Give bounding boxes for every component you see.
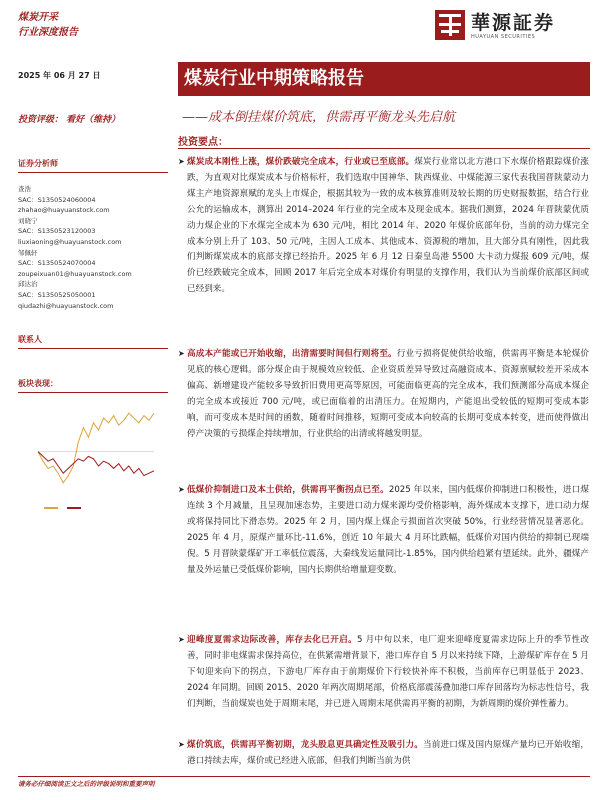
key-point-paragraph xyxy=(187,633,589,713)
divider xyxy=(18,776,590,777)
analyst-name: 刘晓宁 xyxy=(18,216,38,225)
bullet-arrow-icon: ➤ xyxy=(178,157,185,166)
analyst-email[interactable]: zoupeixuan01@huayuanstock.com xyxy=(18,269,132,278)
paragraph-lead: 低煤价抑制进口及本土供给，供需再平衡拐点已至。 xyxy=(187,485,389,495)
divider xyxy=(18,348,168,349)
paragraph-lead: 煤价筑底，供需再平衡初期，龙头股息更具确定性及吸引力。 xyxy=(187,740,424,750)
analyst-email[interactable]: zhahao@huayuanstock.com xyxy=(18,206,110,215)
series-line-0 xyxy=(38,413,154,483)
category-type: 行业深度报告 xyxy=(18,27,78,38)
divider xyxy=(18,392,168,393)
seal-icon xyxy=(435,10,465,40)
paragraph-body: 行业亏损将促使供给收缩，供需再平衡是本轮煤价见底的核心逻辑。部分煤企由于规模效应较低、企业资质差异导致过高融资成本、资源禀赋较差开采成本偏高、新增建设产能较多导致折旧费用更高等原因，可能面临更高的完全成本，我们预测部分高成本煤企的完全成本或接近 700 元/吨，或已面临着的出清压力。在短期内，产能退出受较低的短期可变成本影响，而可变成本是时间的函数，随着时间推移，短期可变成本向较高的长期可变成本转变，进而使得做出停产决策的亏损煤企持续增加，行业供给的出清或将越发明显。 xyxy=(187,349,589,439)
contact-section xyxy=(18,334,168,349)
paragraph-body: 当前进口煤及国内原煤产量均已开始收缩，港口持续去库，煤价或已经进入底部，但我们判断当前为供 xyxy=(187,740,589,766)
logo-name: 華源証券 xyxy=(471,12,556,34)
analyst-sac: SAC：S1350525050001 xyxy=(18,290,96,299)
analysts-label: 证券分析师 xyxy=(18,159,58,168)
key-point-paragraph xyxy=(187,155,589,298)
trend-section xyxy=(18,378,168,393)
key-points-label: 投资要点： xyxy=(178,137,228,148)
trend-label: 板块表现： xyxy=(18,379,58,388)
bullet-arrow-icon: ➤ xyxy=(178,349,185,358)
analyst-list xyxy=(18,184,132,311)
analyst-name: 查浩 xyxy=(18,185,31,193)
divider xyxy=(18,172,168,173)
logo-english: HUAYUAN SECURITIES xyxy=(471,34,536,40)
paragraph-body: 煤炭行业常以北方港口下水煤价格跟踪煤价涨跌，为直观对比煤炭成本与价格标杆，我们选取中国神华、陕西煤业、中煤能源三家代表我国晋陕蒙动力煤主产地资源禀赋的龙头上市煤企，根据其较为一致的成本核算准则及较长期的历史财报数据，结合行业公允的运输成本，测算出 2014–2024 年行业的完全成本及现金成本。据我们测算，2024 年晋陕蒙优质动力煤企业的下水煤完全成本为 630 元/吨，相比 2014 年、2020 年煤价底部年份，当前的动力煤完全成本分别上升了 103、50 元/吨，主因人工成本、其他成本、资源税的增加，且大部分具有刚性，因此我们判断煤炭成本的底部支撑已经抬升。2025 年 6 月 12 日秦皇岛港 5500 大卡动力煤报 609 元/吨，煤价已经跌破完全成本，回顾 2017 年后完全成本对煤价有明显的支撑作用，我们认为当前煤价底部区间或已经到来。 xyxy=(187,157,589,295)
analyst-email[interactable]: qiudazhi@huayuanstock.com xyxy=(18,301,114,310)
legend-swatch xyxy=(67,507,81,509)
analyst-sac: SAC：S1350524070004 xyxy=(18,259,96,268)
paragraph-body: 2025 年以来，国内低煤价抑制进口积极性，进口煤连续 3 个月减量，且呈现加速态势，主要进口动力煤来源均受价格影响，海外煤成本支撑下，进口动力煤或将保持同比下滑态势。2025 年 2 月，国内煤上煤企亏损面首次突破 50%，行业经营情况显著恶化。2025 年 4 月，原煤产量环比-11.6%，创近 10 年最大 4 月环比跌幅，低煤价对国内供给的抑制已现端倪。5 月晋陕蒙煤矿开工率低位震荡，大秦线发运量同比-1.85%，国内供给趋紧有望延续。此外，疆煤产量及外运量已受低煤价影响，国内长期供给增量迎变数。 xyxy=(187,485,589,575)
report-title: 煤炭行业中期策略报告 xyxy=(178,62,590,96)
report-category xyxy=(18,10,78,40)
sector-performance-chart xyxy=(18,398,158,513)
investment-rating: 投资评级： 看好（维持） xyxy=(18,115,121,125)
paragraph-lead: 煤炭成本刚性上涨，煤价跌破完全成本，行业或已至底部。 xyxy=(187,157,415,167)
analyst-name: 邱达治 xyxy=(18,280,38,289)
analysts-section xyxy=(18,158,168,173)
key-point-paragraph xyxy=(187,483,589,578)
chart-legend xyxy=(40,505,84,511)
footer-disclaimer: 请务必仔细阅读正文之后的评级说明和重要声明 xyxy=(18,780,155,788)
analyst-sac: SAC：S1350523120003 xyxy=(18,227,96,236)
bullet-arrow-icon: ➤ xyxy=(178,635,185,644)
series-line-1 xyxy=(38,452,154,476)
analyst-email[interactable]: liuxiaoning@huayuanstock.com xyxy=(18,237,122,246)
report-date: 2025 年 06 月 27 日 xyxy=(18,71,101,80)
paragraph-body: 5 月中旬以来，电厂迎来迎峰度夏需求边际上升的季节性改善，同时非电煤需求保持高位，在供紧需增背景下，港口库存自 5 月以来持续下降，上游煤矿库存在 5 月下旬迎来向下的拐点，下游电厂库存由于前期煤价下行较快补库不积极，当前库存已明显低于 2023、2024 年同期。回顾 2015、2020 年两次周期尾部，价格底部震荡叠加港口库存回落均为标志性信号，我们判断，当前煤炭也处于周期末尾，并已进入周期末尾供需再平衡的初期，为新周期的煤价弹性蓄力。 xyxy=(187,635,589,709)
key-point-paragraph xyxy=(187,738,589,772)
analyst-name: 邹佩轩 xyxy=(18,248,38,257)
company-logo xyxy=(435,6,585,46)
paragraph-lead: 迎峰度夏需求边际改善，库存去化已开启。 xyxy=(187,635,358,645)
key-point-paragraph xyxy=(187,347,589,442)
report-subtitle: ——成本倒挂煤价筑底，供需再平衡龙头先启航 xyxy=(182,110,456,125)
analyst-sac: SAC：S1350524060004 xyxy=(18,195,96,204)
paragraph-lead: 高成本产能或已开始收缩，出清需要时间但行则将至。 xyxy=(187,349,397,359)
legend-swatch xyxy=(44,507,58,509)
bullet-arrow-icon: ➤ xyxy=(178,740,185,749)
contact-label: 联系人 xyxy=(18,335,42,344)
divider xyxy=(178,148,590,149)
category-industry: 煤炭开采 xyxy=(18,12,58,23)
bullet-arrow-icon: ➤ xyxy=(178,485,185,494)
